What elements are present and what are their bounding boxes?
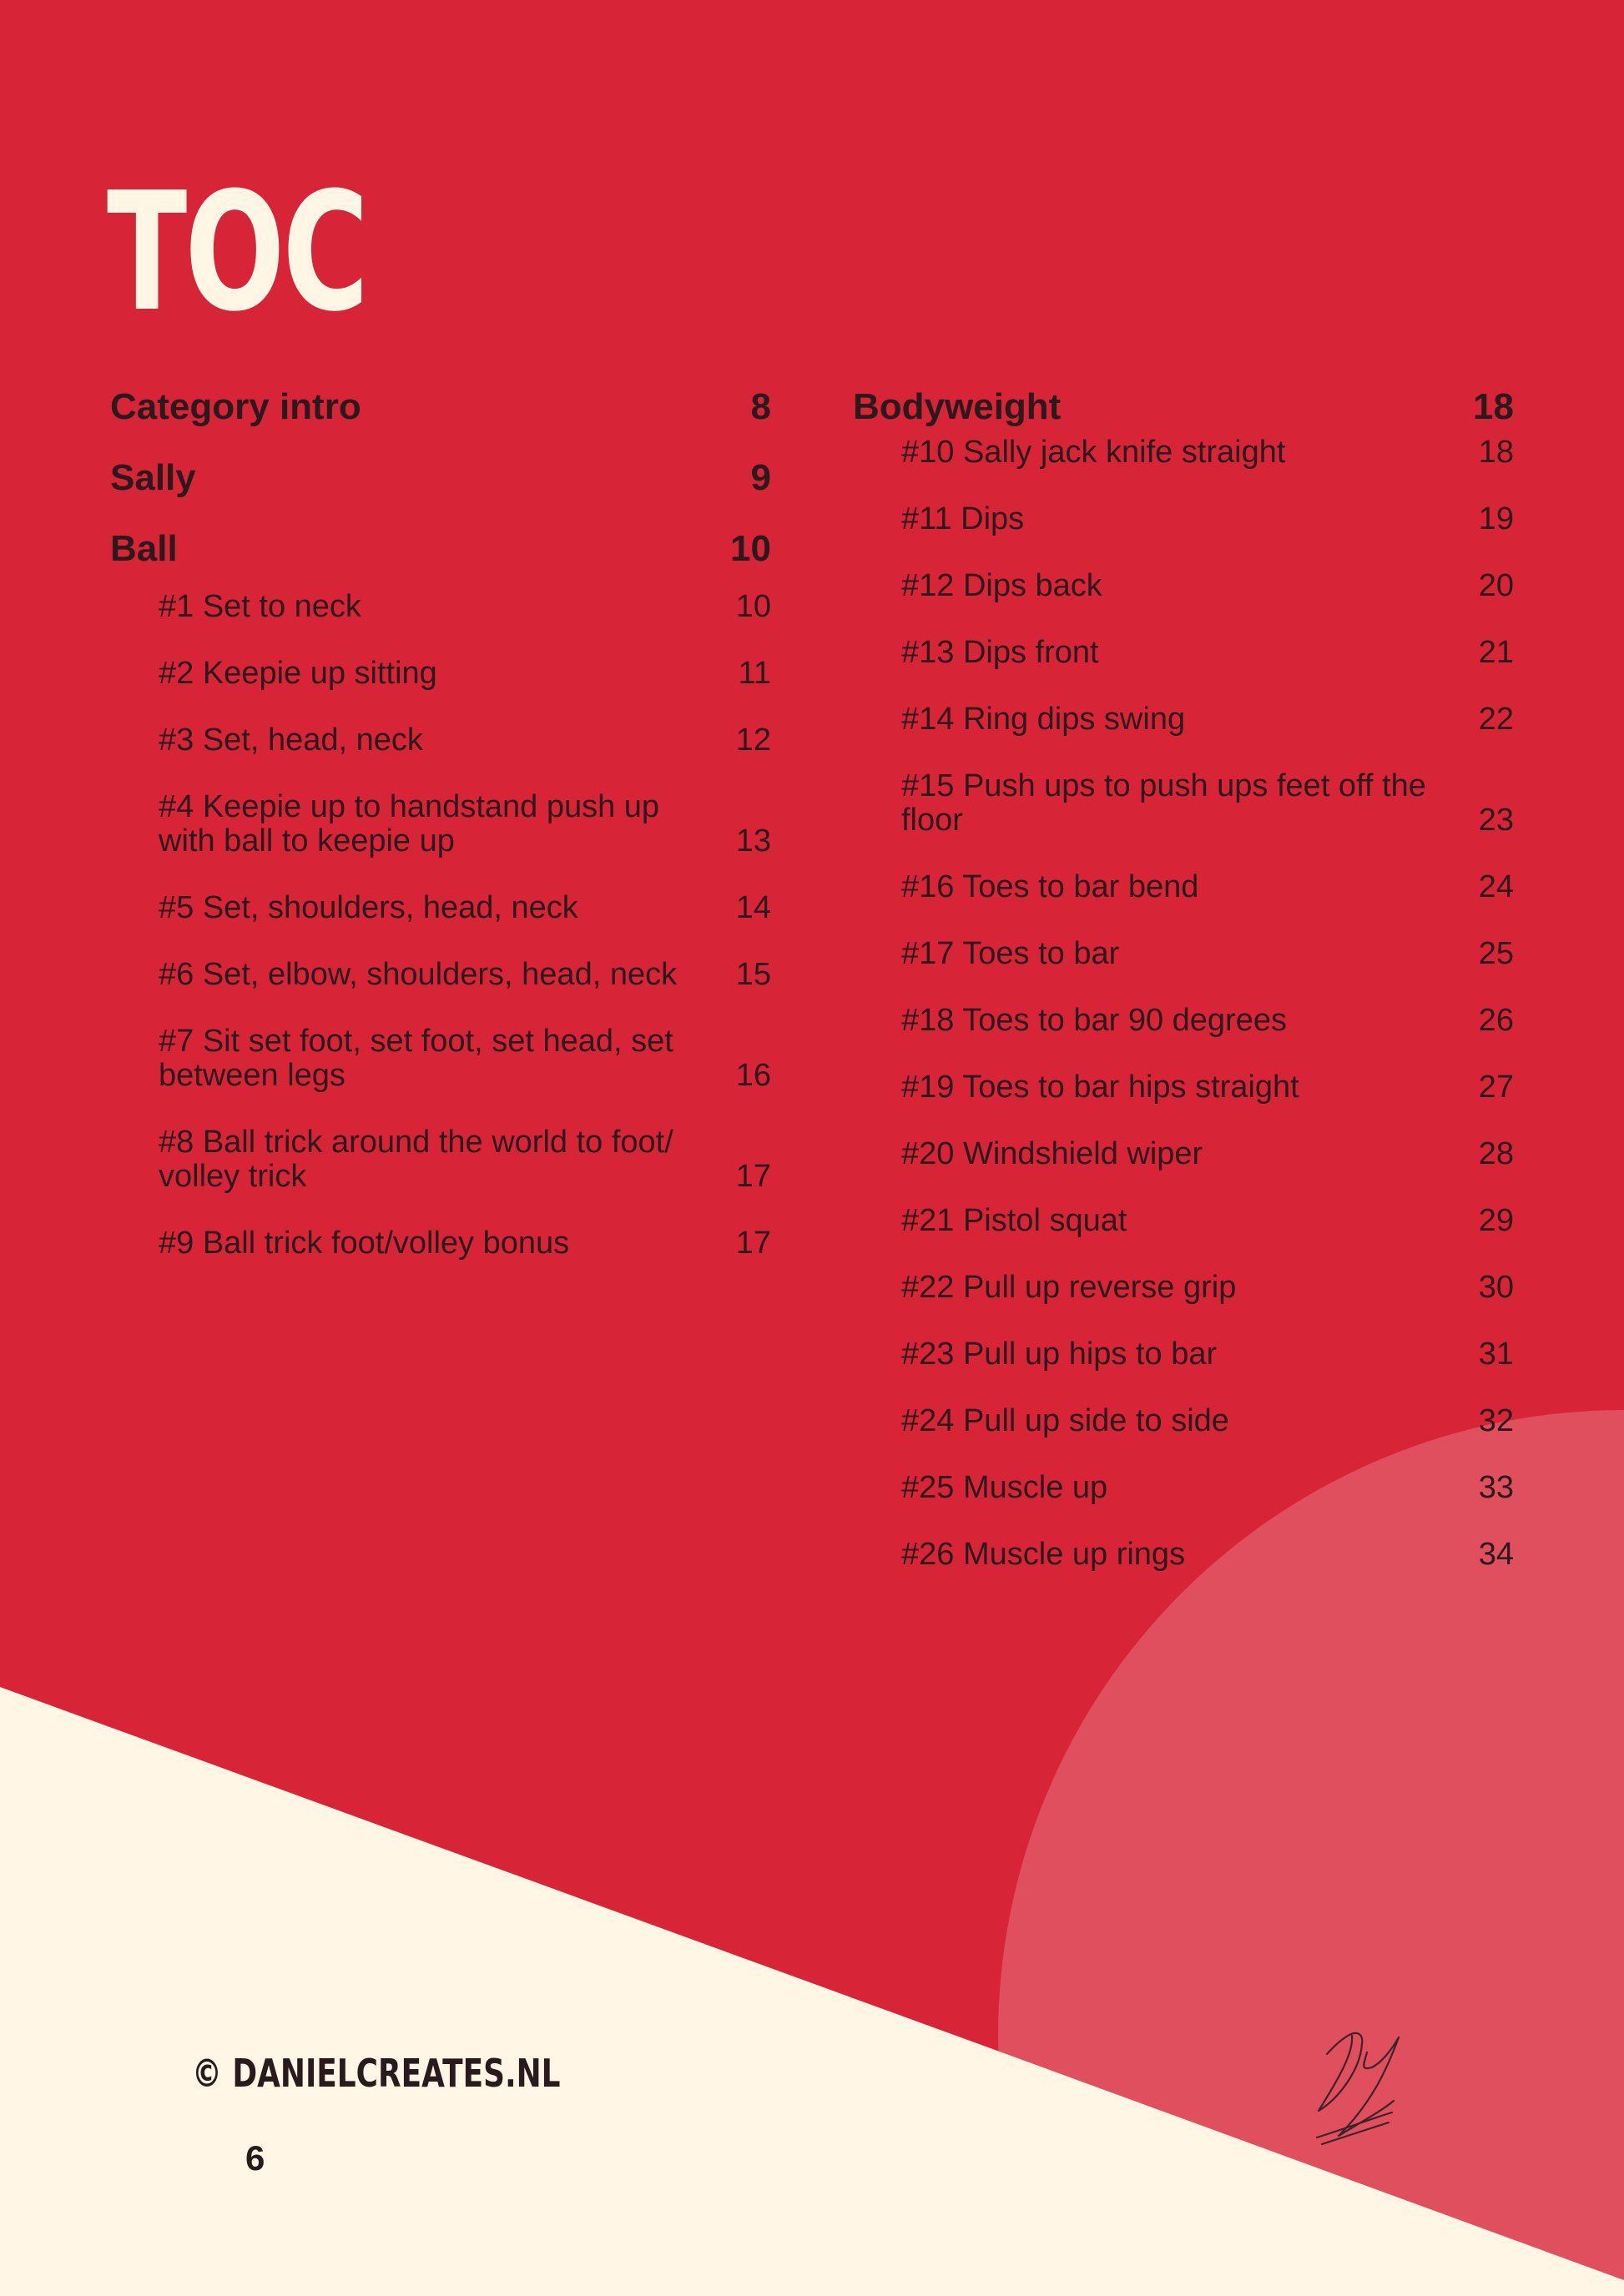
toc-item-label: #15 Push ups to push ups feet off the floor bbox=[901, 768, 1426, 838]
toc-item-label: #26 Muscle up rings bbox=[901, 1537, 1186, 1572]
toc-item-label: #11 Dips bbox=[901, 501, 1025, 536]
toc-section[interactable] bbox=[110, 526, 771, 572]
toc-item-page: 28 bbox=[1478, 1136, 1514, 1171]
toc-item-page: 12 bbox=[735, 723, 771, 758]
toc-item-label: #16 Toes to bar bend bbox=[901, 869, 1199, 904]
signature-logo-icon bbox=[1302, 2019, 1427, 2152]
toc-item-label: #2 Keepie up sitting bbox=[159, 656, 437, 691]
toc-item[interactable] bbox=[901, 870, 1514, 904]
toc-section[interactable] bbox=[110, 384, 771, 430]
toc-item[interactable] bbox=[901, 1137, 1514, 1171]
toc-item-label: #18 Toes to bar 90 degrees bbox=[901, 1003, 1287, 1038]
toc-item-page: 25 bbox=[1478, 936, 1514, 971]
toc-item-page: 21 bbox=[1478, 635, 1514, 670]
toc-item-label: #8 Ball trick around the world to foot/ volley trick bbox=[159, 1125, 673, 1194]
toc-item-label: #1 Set to neck bbox=[159, 589, 361, 624]
toc-item[interactable] bbox=[901, 1404, 1514, 1438]
toc-item[interactable] bbox=[901, 1070, 1514, 1105]
toc-item[interactable] bbox=[159, 1025, 771, 1093]
toc-item-page: 30 bbox=[1478, 1270, 1514, 1305]
page-number: 6 bbox=[245, 2138, 265, 2178]
toc-item-label: #21 Pistol squat bbox=[901, 1203, 1127, 1238]
toc-item-page: 17 bbox=[735, 1226, 771, 1261]
toc-item-page: 27 bbox=[1478, 1070, 1514, 1105]
toc-item-page: 15 bbox=[735, 957, 771, 992]
toc-item[interactable] bbox=[159, 1125, 771, 1194]
toc-item[interactable] bbox=[159, 723, 771, 758]
toc-left-column bbox=[110, 384, 771, 1293]
toc-section-title: Category intro bbox=[110, 386, 361, 427]
toc-item[interactable] bbox=[159, 891, 771, 925]
toc-item[interactable] bbox=[901, 1471, 1514, 1505]
toc-item-page: 24 bbox=[1478, 869, 1514, 904]
toc-item-label: #3 Set, head, neck bbox=[159, 723, 423, 758]
toc-item-page: 16 bbox=[735, 1058, 771, 1093]
toc-item[interactable] bbox=[159, 958, 771, 992]
toc-item[interactable] bbox=[159, 590, 771, 624]
toc-item-page: 32 bbox=[1478, 1403, 1514, 1438]
toc-item-label: #4 Keepie up to handstand push up with ball to keepie up bbox=[159, 789, 660, 858]
copyright-text: © DANIELCREATES.NL bbox=[192, 2051, 561, 2096]
toc-item-page: 23 bbox=[1478, 803, 1514, 838]
toc-item-page: 19 bbox=[1478, 501, 1514, 536]
toc-item[interactable] bbox=[901, 1204, 1514, 1238]
toc-item-page: 10 bbox=[735, 589, 771, 624]
toc-item-page: 26 bbox=[1478, 1003, 1514, 1038]
toc-item-page: 14 bbox=[735, 890, 771, 925]
toc-item[interactable] bbox=[901, 636, 1514, 670]
toc-item-page: 17 bbox=[735, 1159, 771, 1194]
toc-right-column bbox=[853, 384, 1514, 1604]
toc-item-label: #20 Windshield wiper bbox=[901, 1136, 1203, 1171]
toc-item[interactable] bbox=[159, 790, 771, 858]
toc-item-page: 29 bbox=[1478, 1203, 1514, 1238]
toc-item-label: #10 Sally jack knife straight bbox=[901, 435, 1286, 470]
toc-item-label: #25 Muscle up bbox=[901, 1470, 1108, 1505]
toc-item-page: 18 bbox=[1478, 435, 1514, 470]
toc-item-page: 13 bbox=[735, 823, 771, 858]
toc-item[interactable] bbox=[901, 702, 1514, 737]
toc-section-page: 10 bbox=[730, 528, 771, 569]
toc-item-label: #24 Pull up side to side bbox=[901, 1403, 1229, 1438]
toc-item[interactable] bbox=[901, 436, 1514, 470]
toc-item[interactable] bbox=[901, 502, 1514, 536]
toc-section-title: Bodyweight bbox=[853, 386, 1062, 427]
toc-item-label: #17 Toes to bar bbox=[901, 936, 1120, 971]
toc-item-label: #14 Ring dips swing bbox=[901, 702, 1186, 737]
toc-item[interactable] bbox=[159, 1226, 771, 1261]
toc-item-label: #5 Set, shoulders, head, neck bbox=[159, 890, 578, 925]
toc-item[interactable] bbox=[901, 1271, 1514, 1305]
toc-section-page: 8 bbox=[750, 386, 771, 427]
toc-item-label: #12 Dips back bbox=[901, 568, 1102, 603]
toc-section[interactable] bbox=[110, 455, 771, 501]
toc-item[interactable] bbox=[159, 657, 771, 691]
toc-item-page: 22 bbox=[1478, 702, 1514, 737]
toc-item-label: #23 Pull up hips to bar bbox=[901, 1337, 1218, 1372]
toc-item-page: 11 bbox=[738, 656, 771, 691]
toc-item-label: #13 Dips front bbox=[901, 635, 1099, 670]
toc-section-page: 9 bbox=[750, 457, 771, 498]
toc-item[interactable] bbox=[901, 569, 1514, 603]
toc-item-page: 31 bbox=[1478, 1337, 1514, 1372]
toc-item-list bbox=[901, 436, 1514, 1572]
toc-item[interactable] bbox=[901, 1337, 1514, 1372]
toc-item[interactable] bbox=[901, 1004, 1514, 1038]
toc-section-title: Ball bbox=[110, 528, 178, 569]
toc-section-title: Sally bbox=[110, 457, 196, 498]
toc-item-label: #19 Toes to bar hips straight bbox=[901, 1070, 1299, 1105]
toc-item-label: #22 Pull up reverse grip bbox=[901, 1270, 1237, 1305]
toc-section[interactable] bbox=[853, 384, 1514, 430]
toc-item-page: 34 bbox=[1478, 1537, 1514, 1572]
toc-item-label: #7 Sit set foot, set foot, set head, set between legs bbox=[159, 1024, 673, 1093]
toc-item[interactable] bbox=[901, 1538, 1514, 1572]
toc-section-page: 18 bbox=[1473, 386, 1514, 427]
toc-item-page: 20 bbox=[1478, 568, 1514, 603]
toc-item[interactable] bbox=[901, 937, 1514, 971]
toc-item[interactable] bbox=[901, 769, 1514, 838]
page-title: TOC bbox=[107, 158, 367, 348]
toc-item-label: #9 Ball trick foot/volley bonus bbox=[159, 1226, 570, 1261]
toc-item-page: 33 bbox=[1478, 1470, 1514, 1505]
toc-item-label: #6 Set, elbow, shoulders, head, neck bbox=[159, 957, 678, 992]
toc-item-list bbox=[159, 590, 771, 1261]
